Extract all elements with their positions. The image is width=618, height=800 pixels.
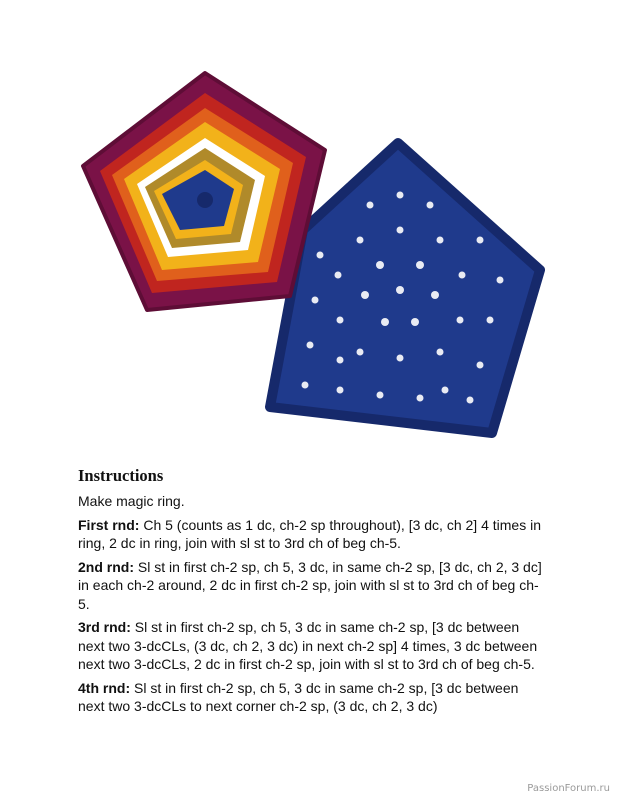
round-3 [78, 618, 548, 674]
round-4 [78, 679, 548, 716]
round-text: Sl st in first ch-2 sp, ch 5, 3 dc, in same ch-2 sp, [3 dc, ch 2, 3 dc] in each ch-2 around, 2 dc in first ch-2 sp, join with sl st to 3rd ch of beg ch-5. [78, 558, 542, 612]
round-text: Sl st in first ch-2 sp, ch 5, 3 dc in same ch-2 sp, [3 dc between next two 3-dcCLs, (3 dc, ch 2, 3 dc) in next ch-2 sp] 4 times, 3 dc between next two 3-dcCLs, 2 dc in first ch-2 sp, join with sl st to 3rd ch of beg ch-5. [78, 619, 538, 672]
watermark-text: PassionForum.ru [527, 783, 610, 794]
round-2 [78, 558, 548, 614]
granny-pentagon-motif [83, 73, 325, 310]
round-label: 3rd rnd: [78, 619, 131, 635]
instructions-heading: Instructions [78, 466, 164, 485]
round-label: 4th rnd: [78, 679, 131, 696]
instructions-section [78, 466, 548, 721]
round-label: First rnd: [78, 516, 140, 533]
round-1 [78, 516, 548, 553]
intro-line: Make magic ring. [78, 493, 185, 509]
round-text: Sl st in first ch-2 sp, ch 5, 3 dc in same ch-2 sp, [3 dc between next two 3-dcCLs to next corner ch-2 sp, (3 dc, ch 2, 3 dc) [78, 679, 519, 714]
round-label: 2nd rnd: [78, 558, 134, 575]
round-text: Ch 5 (counts as 1 dc, ch-2 sp throughout), [3 dc, ch 2] 4 times in ring, 2 dc in ring, join with sl st to 3rd ch of beg ch-5. [78, 516, 541, 551]
